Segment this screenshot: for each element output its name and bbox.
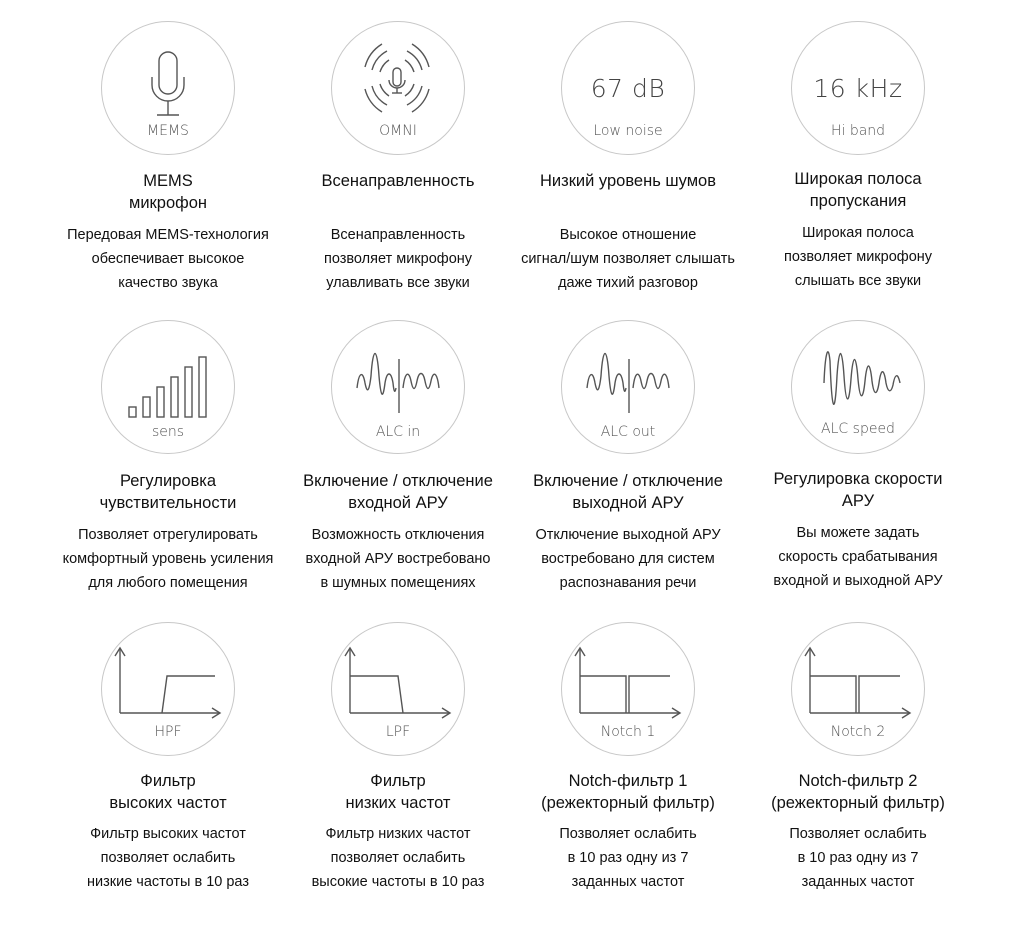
icon-label: sens	[151, 424, 185, 440]
feature-low-noise	[513, 0, 743, 300]
feature-icon-circle	[561, 320, 695, 454]
feature-lpf	[283, 600, 513, 910]
feature-title: Регулировка чувствительности	[99, 472, 237, 512]
feature-title: Включение / отключение входной АРУ	[303, 472, 493, 512]
icon-label: OMNI	[379, 123, 417, 139]
icon-label: ALC in	[375, 424, 421, 440]
feature-description: Широкая полоса позволяет микрофону слышать все звуки	[783, 225, 933, 289]
feature-sensitivity	[53, 300, 283, 600]
feature-icon-circle	[791, 21, 925, 155]
feature-title: Notch-фильтр 2 (режекторный фильтр)	[771, 772, 945, 812]
hi-band-icon: 16 kHz	[813, 74, 903, 103]
feature-icon-circle	[561, 21, 695, 155]
feature-icon-circle	[561, 622, 695, 756]
icon-label: Hi band	[830, 123, 886, 139]
feature-icon-circle	[331, 21, 465, 155]
icon-label: Low noise	[593, 123, 663, 139]
feature-title: Низкий уровень шумов	[540, 172, 716, 190]
feature-notch-1	[513, 600, 743, 910]
feature-description: Фильтр высоких частот позволяет ослабить низкие частоты в 10 раз	[87, 826, 249, 890]
feature-description: Возможность отключения входной АРУ востребовано в шумных помещениях	[305, 527, 491, 591]
icon-label: Notch 2	[830, 724, 886, 740]
feature-hi-band	[743, 0, 973, 300]
feature-title: Фильтр низких частот	[345, 772, 451, 812]
icon-label: ALC speed	[821, 421, 895, 437]
feature-title: MEMS микрофон	[129, 172, 207, 212]
feature-title: Регулировка скорости АРУ	[773, 470, 943, 510]
feature-hpf	[53, 600, 283, 910]
feature-icon-circle	[101, 320, 235, 454]
feature-icon-circle	[101, 21, 235, 155]
feature-notch-2	[743, 600, 973, 910]
feature-title: Всенаправленность	[321, 172, 475, 190]
feature-description: Отключение выходной АРУ востребовано для систем распознавания речи	[535, 527, 721, 591]
feature-description: Фильтр низких частот позволяет ослабить высокие частоты в 10 раз	[311, 826, 485, 890]
icon-label: ALC out	[600, 424, 656, 440]
feature-description: Позволяет ослабить в 10 раз одну из 7 заданных частот	[559, 826, 697, 890]
feature-title: Notch-фильтр 1 (режекторный фильтр)	[541, 772, 715, 812]
icon-label: LPF	[385, 724, 411, 740]
feature-icon-circle	[791, 320, 925, 454]
feature-description: Передовая MEMS-технология обеспечивает высокое качество звука	[67, 227, 269, 291]
feature-description: Всенаправленность позволяет микрофону улавливать все звуки	[323, 227, 473, 291]
feature-description: Позволяет ослабить в 10 раз одну из 7 заданных частот	[789, 826, 927, 890]
feature-title: Включение / отключение выходной АРУ	[533, 472, 723, 512]
feature-description: Высокое отношение сигнал/шум позволяет слышать даже тихий разговор	[521, 227, 735, 291]
icon-label: Notch 1	[600, 724, 656, 740]
feature-alc-in	[283, 300, 513, 600]
icon-label: HPF	[154, 724, 182, 740]
low-noise-icon: 67 dB	[590, 74, 666, 103]
feature-alc-out	[513, 300, 743, 600]
feature-mems	[53, 0, 283, 300]
feature-icon-circle	[791, 622, 925, 756]
feature-icon-circle	[331, 320, 465, 454]
feature-title: Широкая полоса пропускания	[794, 170, 922, 210]
feature-description: Позволяет отрегулировать комфортный уровень усиления для любого помещения	[62, 527, 274, 591]
feature-omni	[283, 0, 513, 300]
feature-alc-speed	[743, 300, 973, 600]
feature-description: Вы можете задать скорость срабатывания входной и выходной АРУ	[773, 525, 943, 589]
feature-icon-circle	[331, 622, 465, 756]
feature-icon-circle	[101, 622, 235, 756]
icon-label: MEMS	[147, 123, 189, 139]
feature-title: Фильтр высоких частот	[109, 772, 227, 812]
